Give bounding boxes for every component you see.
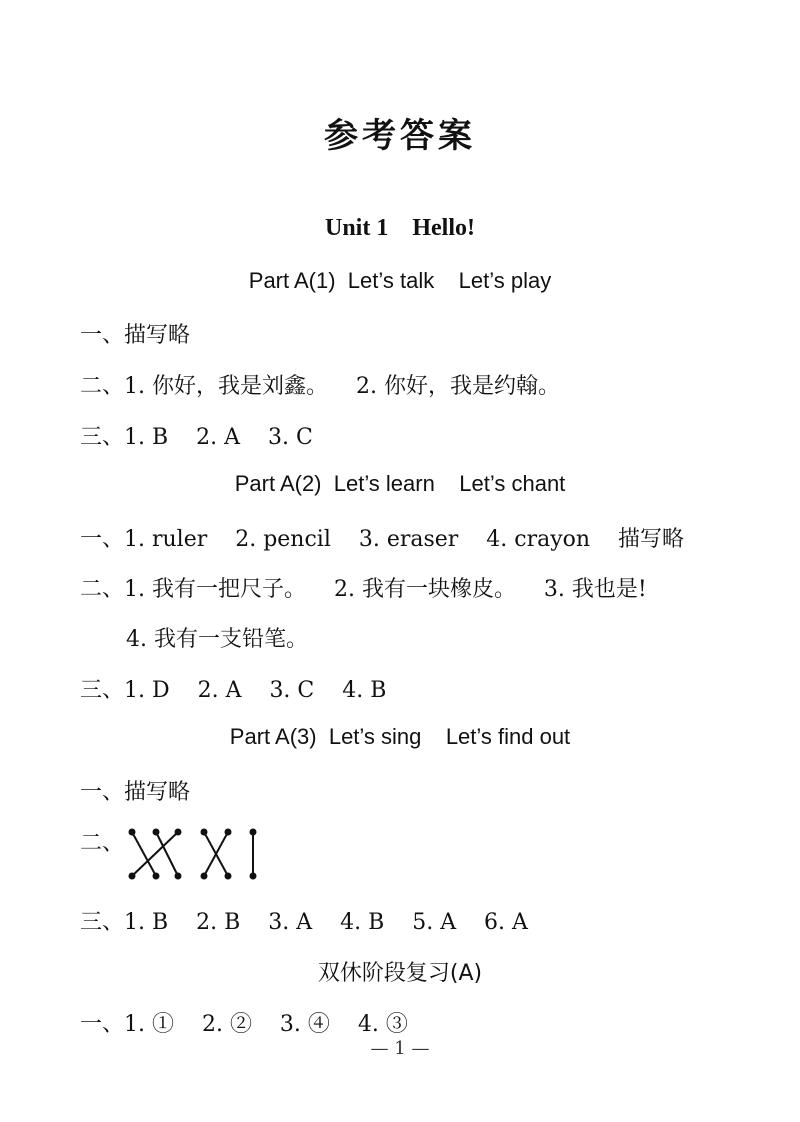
unit-heading: Unit 1 Hello! (325, 215, 475, 241)
page-number: — 1 — (370, 1038, 430, 1059)
answer-line: 三、1. B 2. A 3. C (80, 425, 313, 450)
match-dot (176, 830, 181, 835)
section-heading-part-a2: Part A(2) Let’s learn Let’s chant (234, 471, 566, 496)
page-title: 参考答案 (324, 116, 476, 156)
answer-line: 三、1. D 2. A 3. C 4. B (80, 678, 387, 703)
answer-line: 一、描写略 (80, 780, 191, 805)
match-line (132, 832, 178, 876)
answer-line: 二、1. 我有一把尺子。 2. 我有一块橡皮。 3. 我也是! (80, 577, 647, 602)
answer-line: 一、描写略 (80, 323, 191, 348)
answer-line: 二、 (80, 831, 125, 856)
answer-line: 一、1. ruler 2. pencil 3. eraser 4. crayon 描写略 (80, 527, 685, 552)
answer-line: 三、1. B 2. B 3. A 4. B 5. A 6. A (80, 910, 528, 935)
match-dot (226, 874, 231, 879)
match-dot (154, 830, 159, 835)
match-line (156, 832, 178, 876)
answer-line: 一、1. ① 2. ② 3. ④ 4. ③ (80, 1012, 408, 1037)
match-dot (202, 874, 207, 879)
match-dot (251, 874, 256, 879)
match-dot (154, 874, 159, 879)
section-heading-part-a1: Part A(1) Let’s talk Let’s play (248, 268, 552, 293)
match-dot (251, 830, 256, 835)
section-heading-part-a3: Part A(3) Let’s sing Let’s find out (229, 724, 571, 749)
answer-line: 二、1. 你好，我是刘鑫。 2. 你好，我是约翰。 (80, 374, 560, 399)
match-dot (226, 830, 231, 835)
match-dot (202, 830, 207, 835)
match-dot (130, 874, 135, 879)
section-heading-review-a: 双休阶段复习(A) (317, 961, 483, 986)
match-dot (130, 830, 135, 835)
match-dot (176, 874, 181, 879)
answer-line: 4. 我有一支铅笔。 (126, 627, 308, 652)
matching-lines-answer (126, 826, 266, 882)
match-line (132, 832, 156, 876)
